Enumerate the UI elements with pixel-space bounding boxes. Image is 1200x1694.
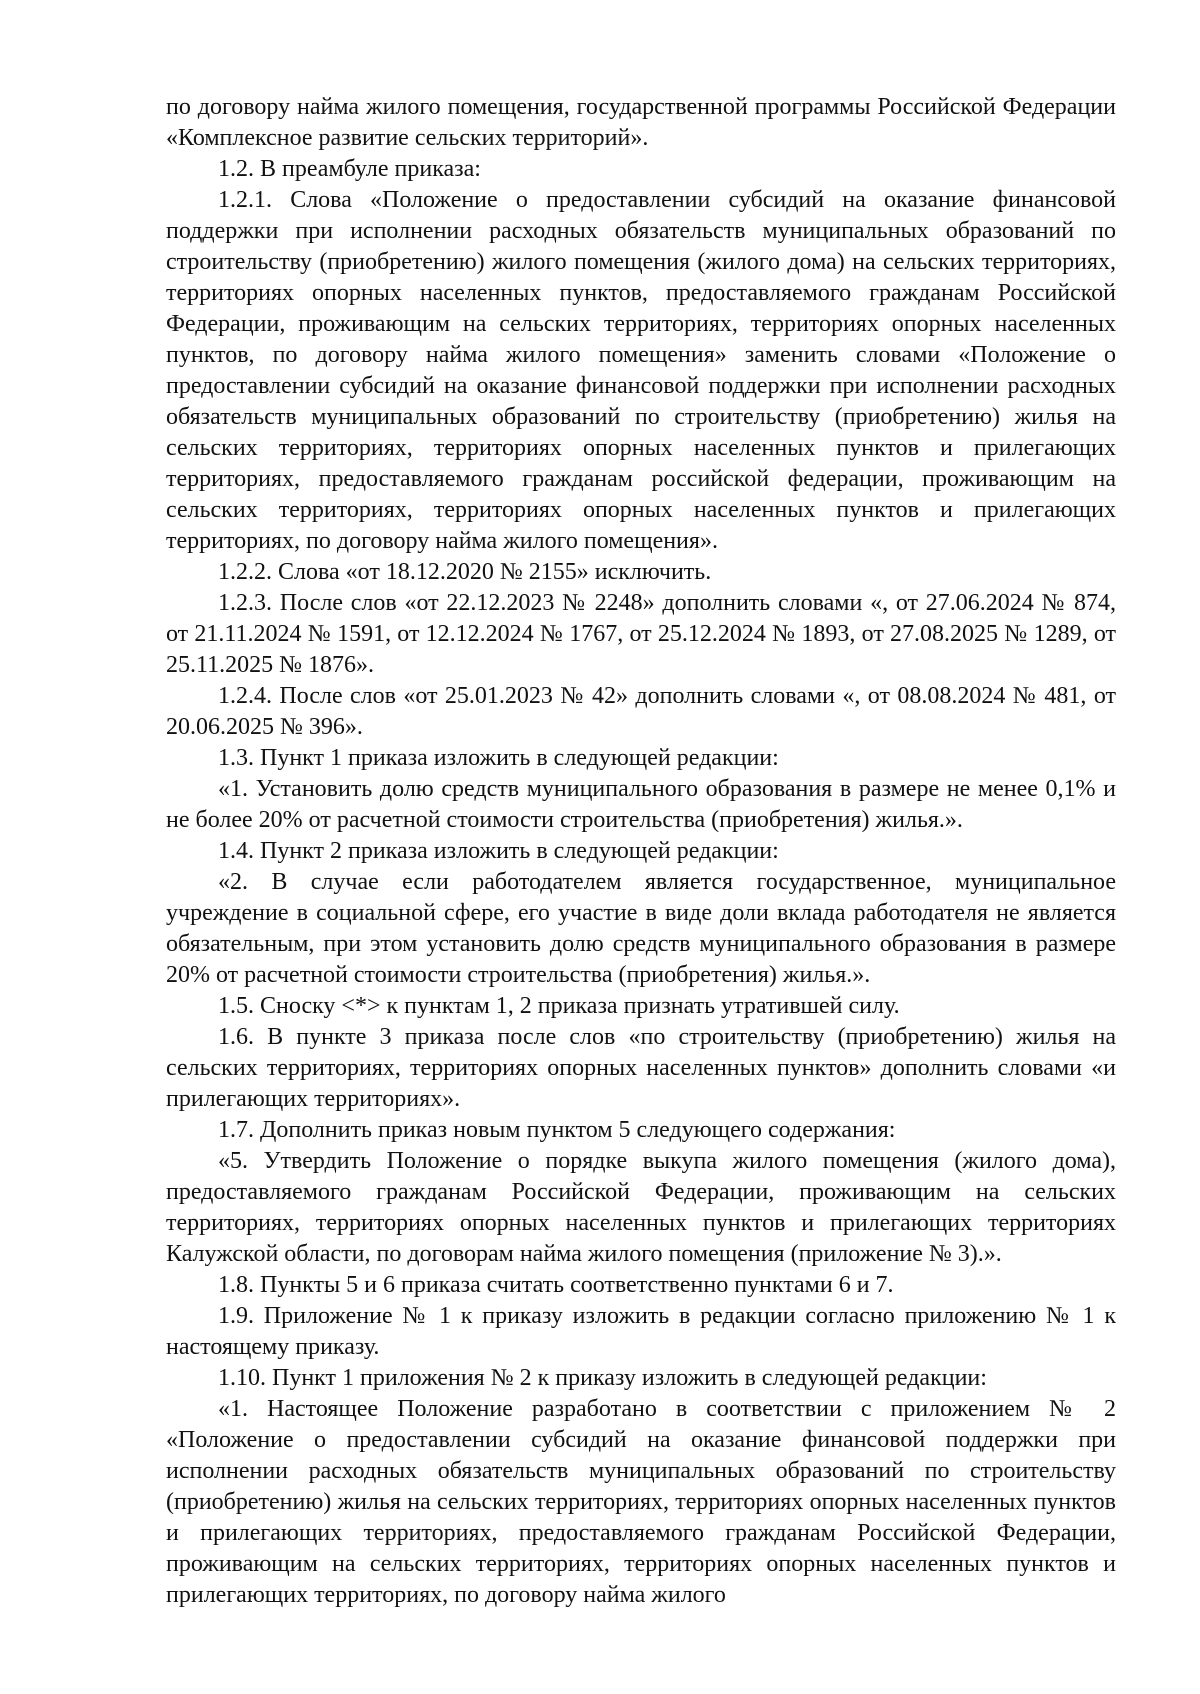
paragraph-1-2-4: 1.2.4. После слов «от 25.01.2023 № 42» дополнить словами «, от 08.08.2024 № 481, от 20.06.2025 № 396». [166,683,1116,740]
paragraph-1-5: 1.5. Сноску <*> к пунктам 1, 2 приказа признать утратившей силу. [218,993,900,1019]
document-page [166,92,1116,1611]
paragraph-1-7-quote: «5. Утвердить Положение о порядке выкупа жилого помещения (жилого дома), предоставляемого гражданам Российской Федерации, проживающим на сельских территориях, территориях опорных населенных пунктов и прилегающих территориях Калужской области, по договорам найма жилого помещения (приложение № 3).». [166,1148,1116,1267]
paragraph-1-2-3: 1.2.3. После слов «от 22.12.2023 № 2248» дополнить словами «, от 27.06.2024 № 874, от 21.11.2024 № 1591, от 12.12.2024 № 1767, от 25.12.2024 № 1893, от 27.08.2025 № 1289, от 25.11.2025 № 1876». [166,590,1116,678]
paragraph-1-8: 1.8. Пункты 5 и 6 приказа считать соответственно пунктами 6 и 7. [218,1272,894,1298]
paragraph-1-4-quote: «2. В случае если работодателем является государственное, муниципальное учреждение в социальной сфере, его участие в виде доли вклада работодателя не является обязательным, при этом установить долю средств муниципального образования в размере 20% от расчетной стоимости строительства (приобретения) жилья.». [166,869,1116,988]
paragraph-1-10: 1.10. Пункт 1 приложения № 2 к приказу изложить в следующей редакции: [218,1365,987,1391]
paragraph-1-9: 1.9. Приложение № 1 к приказу изложить в редакции согласно приложению № 1 к настоящему приказу. [166,1303,1116,1360]
paragraph-1-4: 1.4. Пункт 2 приказа изложить в следующей редакции: [218,838,779,864]
paragraph-1-6: 1.6. В пункте 3 приказа после слов «по строительству (приобретению) жилья на сельских территориях, территориях опорных населенных пунктов» дополнить словами «и прилегающих территориях». [166,1024,1116,1112]
paragraph-1-3: 1.3. Пункт 1 приказа изложить в следующей редакции: [218,745,779,771]
paragraph-1-2-2: 1.2.2. Слова «от 18.12.2020 № 2155» исключить. [218,559,712,585]
paragraph-1-2: 1.2. В преамбуле приказа: [218,156,481,182]
paragraph-1-7: 1.7. Дополнить приказ новым пунктом 5 следующего содержания: [218,1117,896,1143]
paragraph-1-10-quote: «1. Настоящее Положение разработано в соответствии с приложением № 2 «Положение о предоставлении субсидий на оказание финансовой поддержки при исполнении расходных обязательств муниципальных образований по строительству (приобретению) жилья на сельских территориях, территориях опорных населенных пунктов и прилегающих территориях, предоставляемого гражданам Российской Федерации, проживающим на сельских территориях, территориях опорных населенных пунктов и прилегающих территориях, по договору найма жилого [166,1396,1116,1608]
paragraph-continuation: по договору найма жилого помещения, государственной программы Российской Федерации «Комплексное развитие сельских территорий». [166,94,1116,151]
paragraph-1-3-quote: «1. Установить долю средств муниципального образования в размере не менее 0,1% и не более 20% от расчетной стоимости строительства (приобретения) жилья.». [166,776,1116,833]
paragraph-1-2-1: 1.2.1. Слова «Положение о предоставлении субсидий на оказание финансовой поддержки при исполнении расходных обязательств муниципальных образований по строительству (приобретению) жилого помещения (жилого дома) на сельских территориях, территориях опорных населенных пунктов, предоставляемого гражданам Российской Федерации, проживающим на сельских территориях, территориях опорных населенных пунктов, по договору найма жилого помещения» заменить словами «Положение о предоставлении субсидий на оказание финансовой поддержки при исполнении расходных обязательств муниципальных образований по строительству (приобретению) жилья на сельских территориях, территориях опорных населенных пунктов и прилегающих территориях, предоставляемого гражданам российской федерации, проживающим на сельских территориях, территориях опорных населенных пунктов и прилегающих территориях, по договору найма жилого помещения». [166,187,1116,554]
